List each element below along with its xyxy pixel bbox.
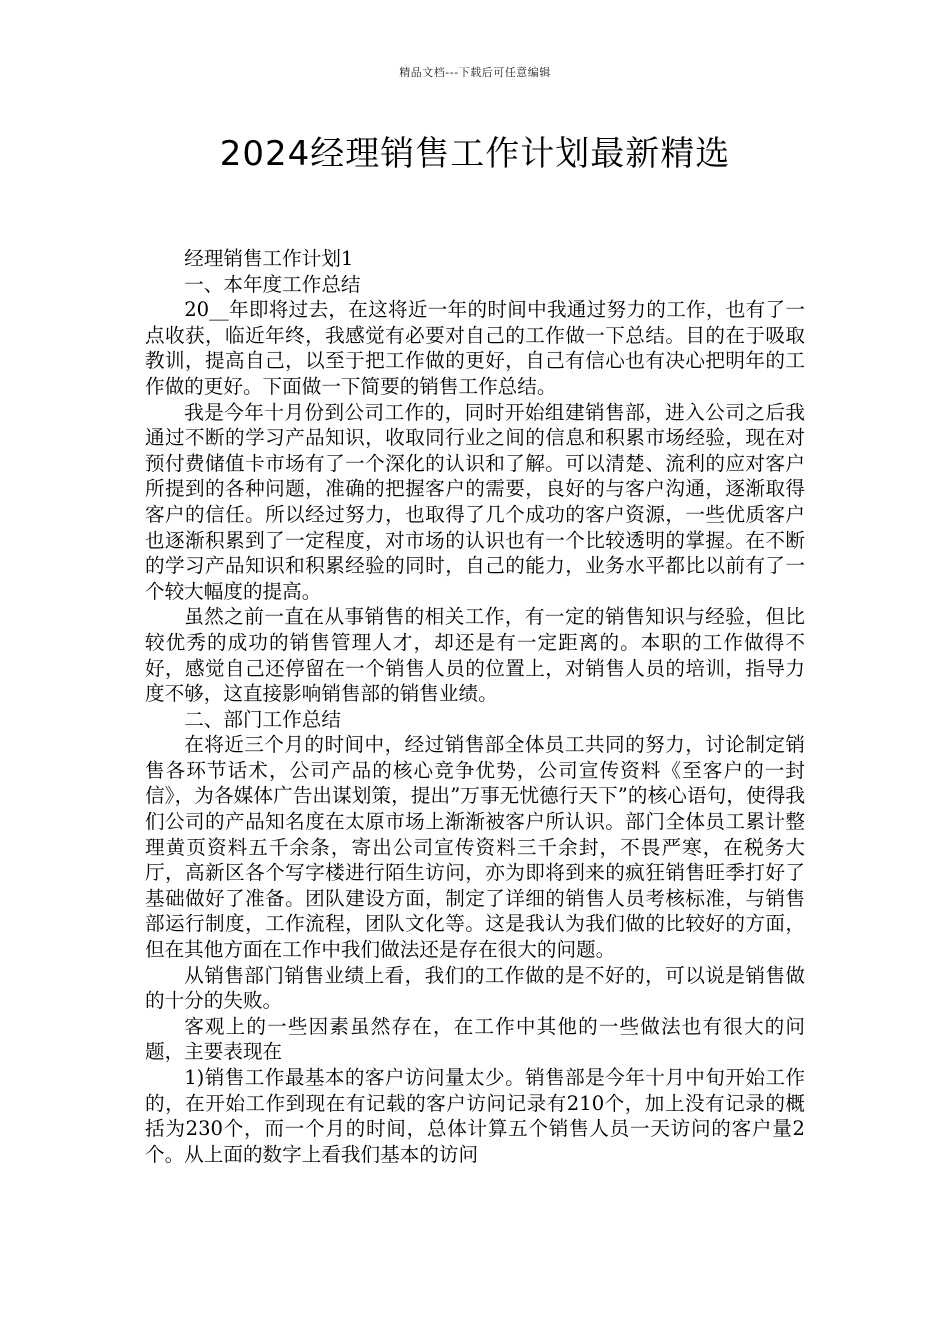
paragraph-problems-intro: 客观上的一些因素虽然存在，在工作中其他的一些做法也有很大的问题，主要表现在 (145, 1014, 805, 1064)
paragraph-problem-1: 1)销售工作最基本的客户访问量太少。销售部是今年十月中旬开始工作的，在开始工作到现在有记载的客户访问记录有210个，加上没有记录的概括为230个，而一个月的时间，总体计算五个销售人员一天访问的客户量2个。从上面的数字上看我们基本的访问 (145, 1066, 805, 1166)
paragraph-shortcomings: 虽然之前一直在从事销售的相关工作，有一定的销售知识与经验，但比较优秀的成功的销售管理人才，却还是有一定距离的。本职的工作做得不好，感觉自己还停留在一个销售人员的位置上，对销售人员的培训，指导力度不够，这直接影响销售部的销售业绩。 (145, 605, 805, 706)
document-body (145, 246, 805, 1167)
section-heading-plan: 经理销售工作计划1 (184, 247, 354, 270)
section-heading-department-summary: 二、部门工作总结 (184, 707, 341, 731)
section-heading-annual-summary: 一、本年度工作总结 (184, 272, 361, 296)
paragraph-personal-work: 我是今年十月份到公司工作的，同时开始组建销售部，进入公司之后我通过不断的学习产品知识，收取同行业之间的信息和积累市场经验，现在对预付费储值卡市场有了一个深化的认识和了解。可以清楚、流利的应对客户所提到的各种问题，准确的把握客户的需要，良好的与客户沟通，逐渐取得客户的信任。所以经过努力，也取得了几个成功的客户资源，一些优质客户也逐渐积累到了一定程度，对市场的认识也有一个比较透明的掌握。在不断的学习产品知识和积累经验的同时，自己的能力，业务水平都比以前有了一个较大幅度的提高。 (145, 400, 805, 603)
document-title: 2024经理销售工作计划最新精选 (219, 134, 731, 174)
paragraph-sales-results: 从销售部门销售业绩上看，我们的工作做的是不好的，可以说是销售做的十分的失败。 (145, 963, 805, 1013)
paragraph-department-work: 在将近三个月的时间中，经过销售部全体员工共同的努力，讨论制定销售各环节话术，公司产品的核心竞争优势，公司宣传资料《至客户的一封信》，为各媒体广告出谋划策，提出”万事无忧德行天下”的核心语句，使得我们公司的产品知名度在太原市场上渐渐被客户所认识。部门全体员工累计整理黄页资料五千余条，寄出公司宣传资料三千余封，不畏严寒，在税务大厅，高新区各个写字楼进行陌生访问，亦为即将到来的疯狂销售旺季打好了基础做好了准备。团队建设方面，制定了详细的销售人员考核标准，与销售部运行制度，工作流程，团队文化等。这是我认为我们做的比较好的方面，但在其他方面在工作中我们做法还是存在很大的问题。 (145, 733, 805, 962)
paragraph-intro: 20__年即将过去，在这将近一年的时间中我通过努力的工作，也有了一点收获，临近年终，我感觉有必要对自己的工作做一下总结。目的在于吸取教训，提高自己，以至于把工作做的更好，自己有信心也有决心把明年的工作做的更好。下面做一下简要的销售工作总结。 (145, 298, 805, 398)
header-note: 精品文档---下载后可任意编辑 (399, 66, 551, 79)
